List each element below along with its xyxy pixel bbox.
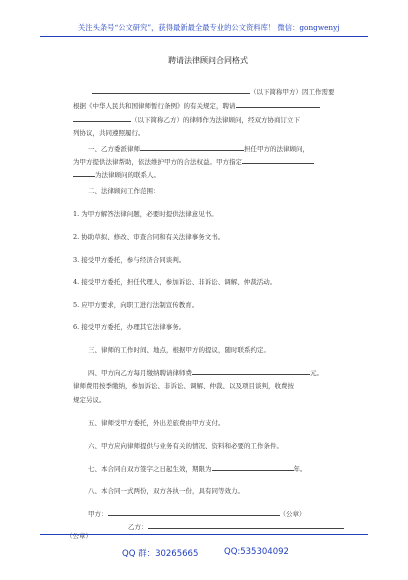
s2-heading: 二、法律顾问工作范围： — [88, 187, 160, 195]
party-b-blank-1 — [236, 101, 320, 108]
scope-item-3: 3. 接受甲方委托，参与经济合同谈判。 — [73, 256, 186, 264]
intro-text-2: 根据《中华人民共和国律师暂行条例》的有关规定，聘请 — [73, 102, 236, 110]
party-a-seal: （公章） — [279, 510, 306, 518]
s1-text-b: 担任甲方的法律顾问， — [244, 145, 309, 153]
s4-line-1 — [88, 368, 323, 377]
s3-text: 三、律师的工作时间、地点，根据甲方的提议，随时联系约定。 — [88, 346, 270, 354]
s1-text-a: 一、乙方委派律师 — [88, 145, 140, 153]
s4-text-b: 元。 — [310, 369, 323, 377]
intro-line-2 — [73, 101, 320, 110]
s1-line-3 — [73, 170, 160, 179]
s7-line — [88, 464, 307, 473]
s4-text-a: 四、甲方向乙方每月缴纳聘请律师费 — [88, 369, 192, 377]
top-banner: 关注头条号“公文研究”，获得最新最全最专业的公文资料库！ 微信：gongwenyj — [78, 23, 340, 32]
s1-line-1 — [88, 144, 309, 153]
party-b-blank-2 — [73, 115, 131, 122]
s1-line-2 — [73, 157, 314, 166]
party-a-blank — [92, 87, 250, 94]
fee-blank — [192, 368, 310, 375]
contact-blank-2 — [73, 170, 95, 177]
intro-line-1 — [92, 87, 335, 96]
intro-text-1: （以下简称甲方）因工作需要 — [250, 88, 335, 96]
s4-line-3: 规定另议。 — [73, 396, 106, 404]
scope-item-6: 6. 接受甲方委托，办理其它法律事务。 — [73, 323, 186, 331]
intro-text-3: （以下简称乙方）的律师作为法律顾问，经双方协商订立下 — [131, 116, 300, 124]
party-a-signature-line — [88, 509, 306, 518]
party-a-label: 甲方： — [88, 510, 108, 518]
party-b-seal: （公章） — [66, 532, 92, 540]
party-b-label: 乙方： — [128, 523, 148, 531]
scope-item-4: 4. 接受甲方委托，担任代理人，参加诉讼、非诉讼、调解、仲裁活动。 — [73, 278, 277, 286]
document-title: 聘请法律顾问合同格式 — [168, 56, 248, 65]
s8-text: 八、本合同一式两份，双方各执一份，具有同等效力。 — [88, 487, 244, 495]
s5-text: 五、律师受甲方委托，外出差旅费由甲方支付。 — [88, 419, 225, 427]
party-b-signature-line — [128, 522, 344, 531]
s7-text-b: 年。 — [293, 465, 307, 473]
footer-qq-group: QQ 群：30265665 — [122, 549, 199, 559]
party-a-signature-blank — [108, 509, 280, 516]
s1-text-d: 为法律顾问的联系人。 — [95, 171, 160, 179]
s6-text: 六、甲方应向律师提供与业务有关的情况、资料和必要的工作条件。 — [88, 442, 283, 450]
s4-line-2: 律师费用按季缴纳，参加诉讼、非诉讼、调解、仲裁、以及项目谈判，收费按 — [73, 382, 294, 390]
intro-line-4: 列协议，共同遵照履行。 — [73, 129, 145, 137]
term-blank — [212, 464, 294, 471]
contact-blank-1 — [242, 157, 314, 164]
s7-text-a: 七、本合同自双方签字之日起生效，期限为 — [88, 465, 212, 473]
scope-item-5: 5. 应甲方要求，向职工进行法制宣传教育。 — [73, 301, 199, 309]
party-b-signature-blank — [148, 522, 344, 529]
intro-line-3 — [73, 115, 300, 124]
banner-divider — [40, 36, 368, 37]
lawyer-name-blank — [140, 144, 244, 151]
s1-text-c: 为甲方提供法律帮助，依法维护甲方的合法权益。甲方指定 — [73, 158, 242, 166]
scope-item-2: 2. 协助草拟、修改、审查合同和有关法律事务文书。 — [73, 233, 225, 241]
footer-divider — [40, 534, 368, 535]
footer-qq: QQ:535304092 — [224, 547, 289, 557]
scope-item-1: 1. 为甲方解答法律问题，必要时提供法律意见书。 — [73, 210, 218, 218]
